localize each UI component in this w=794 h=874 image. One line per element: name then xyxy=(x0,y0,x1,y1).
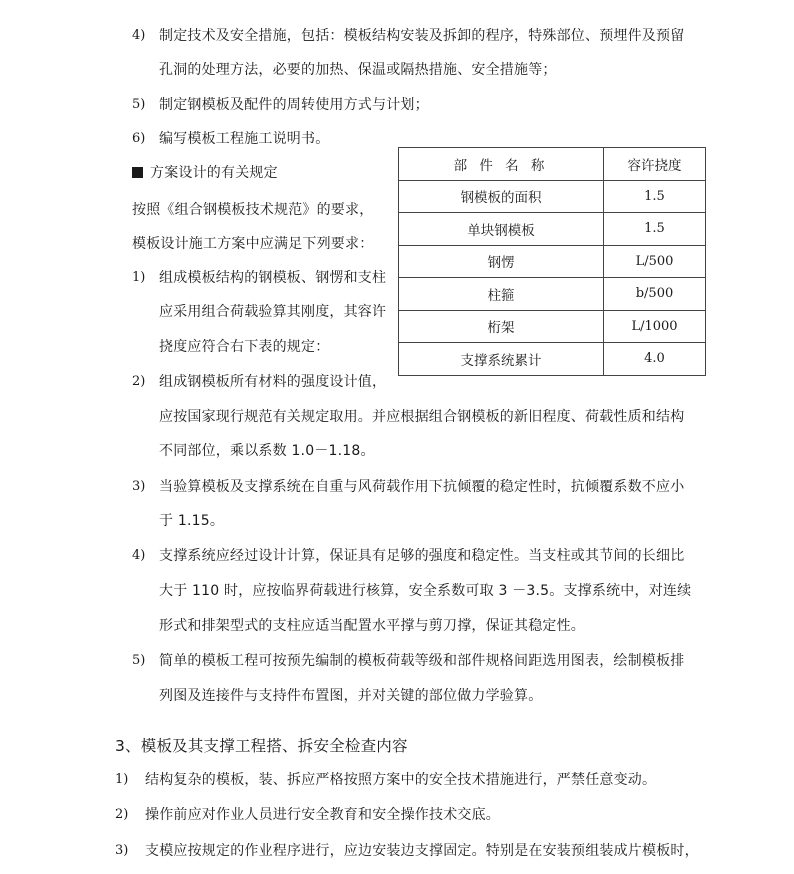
paragraph-line: 按照《组合钢模板技术规范》的要求， xyxy=(132,202,374,218)
table-header-row xyxy=(399,148,706,181)
table-cell: b/500 xyxy=(604,278,706,311)
table-cell: 1.5 xyxy=(604,213,706,246)
list-number: 3) xyxy=(115,843,129,858)
paragraph-line: 挠度应符合右下表的规定： xyxy=(159,339,330,355)
paragraph-line: 形式和排架型式的支柱应适当配置水平撑与剪刀撑，保证其稳定性。 xyxy=(159,618,585,634)
table-cell: 桁架 xyxy=(399,310,604,343)
table-cell: 单块钢模板 xyxy=(399,213,604,246)
table-row xyxy=(399,213,706,246)
list-number: 4) xyxy=(132,548,146,563)
deflection-table xyxy=(398,147,706,376)
table-cell: 柱箍 xyxy=(399,278,604,311)
paragraph-line: 制定技术及安全措施，包括：模板结构安装及拆卸的程序，特殊部位、预埋件及预留 xyxy=(159,28,685,44)
paragraph-line: 于 1.15。 xyxy=(159,513,225,529)
section-heading: 3、模板及其支撑工程搭、拆安全检查内容 xyxy=(115,737,408,755)
paragraph-line: 应采用组合荷载验算其刚度，其容许 xyxy=(159,304,387,320)
paragraph-line: 编写模板工程施工说明书。 xyxy=(159,131,330,147)
table-cell: L/1000 xyxy=(604,310,706,343)
list-number: 6) xyxy=(132,131,146,146)
table-row xyxy=(399,180,706,213)
list-number: 5) xyxy=(132,653,146,668)
paragraph-line: 应按国家现行规范有关规定取用。并应根据组合钢模板的新旧程度、荷载性质和结构 xyxy=(159,409,685,425)
section-title xyxy=(132,163,278,183)
list-number: 1) xyxy=(115,772,129,787)
paragraph-line: 组成模板结构的钢模板、钢愣和支柱 xyxy=(159,270,387,286)
list-number: 2) xyxy=(132,374,146,389)
paragraph-line: 不同部位，乘以系数 1.0－1.18。 xyxy=(159,443,375,459)
table-row xyxy=(399,245,706,278)
paragraph-line: 结构复杂的模板，装、拆应严格按照方案中的安全技术措施进行，严禁任意变动。 xyxy=(145,772,657,788)
square-bullet-icon xyxy=(132,167,143,178)
list-number: 5) xyxy=(132,97,146,112)
table-cell: 钢模板的面积 xyxy=(399,180,604,213)
paragraph-line: 组成钢模板所有材料的强度设计值， xyxy=(159,374,387,390)
table-cell: 4.0 xyxy=(604,343,706,376)
paragraph-line: 制定钢模板及配件的周转使用方式与计划； xyxy=(159,97,429,113)
table-header-cell: 部 件 名 称 xyxy=(399,148,604,181)
paragraph-line: 孔洞的处理方法，必要的加热、保温或隔热措施、安全措施等； xyxy=(159,62,557,78)
paragraph-line: 模板设计施工方案中应满足下列要求： xyxy=(132,236,374,252)
table-cell: L/500 xyxy=(604,245,706,278)
table-row xyxy=(399,278,706,311)
paragraph-line: 操作前应对作业人员进行安全教育和安全操作技术交底。 xyxy=(145,807,500,823)
paragraph-line: 当验算模板及支撑系统在自重与风荷载作用下抗倾覆的稳定性时，抗倾覆系数不应小 xyxy=(159,479,685,495)
table-row xyxy=(399,343,706,376)
table-cell: 钢愣 xyxy=(399,245,604,278)
paragraph-line: 支模应按规定的作业程序进行，应边安装边支撑固定。特别是在安装预组装成片模板时， xyxy=(145,843,699,859)
paragraph-line: 列图及连接件与支持件布置图，并对关键的部位做力学验算。 xyxy=(159,688,543,704)
table-header-cell: 容许挠度 xyxy=(604,148,706,181)
table-cell: 支撑系统累计 xyxy=(399,343,604,376)
list-number: 4) xyxy=(132,28,146,43)
paragraph-line: 大于 110 时，应按临界荷载进行核算，安全系数可取 3 －3.5。支撑系统中，对连续 xyxy=(159,583,692,599)
paragraph-line: 支撑系统应经过设计计算，保证具有足够的强度和稳定性。当支柱或其节间的长细比 xyxy=(159,548,685,564)
table-row xyxy=(399,310,706,343)
table-cell: 1.5 xyxy=(604,180,706,213)
list-number: 2) xyxy=(115,807,129,822)
section-title-text: 方案设计的有关规定 xyxy=(150,165,278,181)
list-number: 3) xyxy=(132,479,146,494)
paragraph-line: 简单的模板工程可按预先编制的模板荷载等级和部件规格间距选用图表，绘制模板排 xyxy=(159,653,685,669)
list-number: 1) xyxy=(132,270,146,285)
